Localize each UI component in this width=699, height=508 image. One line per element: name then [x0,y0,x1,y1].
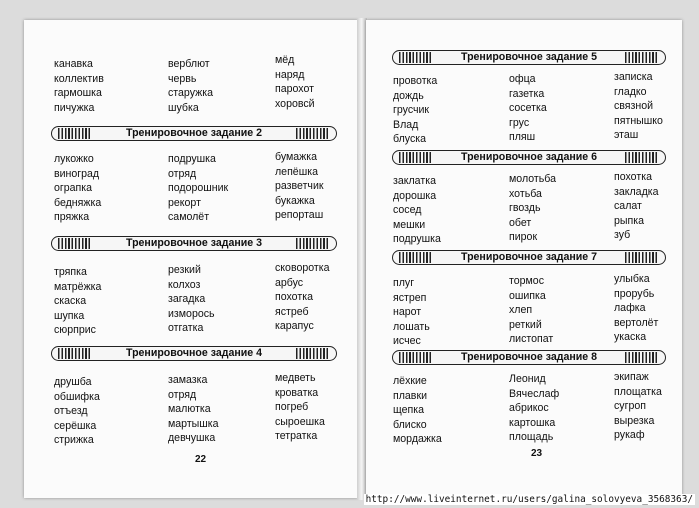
word: карапус [275,320,314,333]
task-6-title: Тренировочное задание 6 [458,151,600,163]
word: сугроп [614,400,646,413]
task-3-title: Тренировочное задание 3 [123,237,265,249]
word: виноград [54,167,100,180]
word: отряд [168,388,197,401]
word: рукаф [614,429,645,442]
word: сюрприс [54,324,96,337]
word: гармошка [54,87,102,100]
word: букажка [275,194,315,207]
word-grid-section-2 [54,152,355,225]
word: исчес [393,335,421,348]
word: нарот [393,306,422,319]
task-8-title-bar [392,350,666,365]
word: рекорт [168,196,201,209]
word-column [614,70,694,147]
word-column [614,370,694,447]
word: газетка [509,87,545,100]
task-4-title-bar [51,346,337,361]
word: зуб [614,229,631,242]
word-grid-section-4 [54,372,355,448]
word: провотка [393,75,438,87]
word: закладка [614,185,659,198]
word: мёд [275,54,295,66]
task-8-title: Тренировочное задание 8 [458,351,600,363]
word: гвоздь [509,202,541,215]
word: вертолёт [614,316,659,329]
word-grid-section-6 [393,171,694,247]
word: мартышка [168,417,219,430]
word: блиско [393,418,427,431]
word: коллектив [54,72,104,85]
task-7-title-bar [392,250,666,265]
word: Вячеслаф [509,387,560,400]
word: малютка [168,403,211,416]
task-3-title-bar [51,236,337,251]
task-5-title-bar [392,50,666,65]
word: мордажка [393,433,442,446]
word: картошка [509,416,556,429]
word-column [54,265,164,338]
word: резкий [168,264,201,276]
word-column [393,174,505,247]
word-column [275,150,355,225]
word: дорошка [393,189,437,202]
word: абрикос [509,402,549,415]
word: заклатка [393,175,436,187]
word: площатка [614,385,662,398]
word: скаска [54,295,87,308]
word: друшба [54,376,92,388]
word-grid-section-5 [393,71,694,147]
word: сосетка [509,102,547,115]
word-grid-section-3 [54,262,355,338]
word: листопат [509,333,554,346]
word: тетратка [275,430,318,443]
word-column [54,375,164,448]
word: гладко [614,85,647,98]
word: похотка [275,291,313,304]
word: реткий [509,318,542,331]
word-grid-section-7 [393,273,694,349]
word: арбус [275,276,304,289]
word: червь [168,72,197,85]
page-number: 23 [531,448,543,459]
word: дождь [393,89,424,102]
word: погреб [275,401,309,414]
word-column [509,274,610,349]
word-column [393,276,505,349]
word: молотьба [509,173,556,185]
word: старужка [168,87,213,100]
word: бедняжка [54,196,102,209]
word: обшифка [54,390,100,403]
word: парохот [275,83,314,96]
word: кроватка [275,386,319,399]
word: пряжка [54,211,90,224]
task-5-title: Тренировочное задание 5 [458,51,600,63]
word-column [393,74,505,147]
word: обет [509,216,532,229]
word: пятнышко [614,114,663,127]
word: подрушка [393,233,441,246]
word: шубка [168,101,199,114]
page-number: 22 [195,454,207,465]
word: мешки [393,218,426,231]
word-column [275,261,355,338]
word-column [168,263,271,338]
word: отгатка [168,322,204,335]
word-column [509,372,610,447]
word-column [275,371,355,448]
word: хоровсй [275,97,315,110]
word: хотьба [509,187,542,200]
word: рыпка [614,214,645,227]
word: медветь [275,372,316,384]
word: площадь [509,431,554,444]
word: лошать [393,320,430,333]
word: Леонид [509,373,546,385]
word: тормос [509,275,544,287]
word: записка [614,71,653,83]
word: самолёт [168,211,210,224]
source-url-watermark: http://www.liveinternet.ru/users/galina_solovyeva_3568363/ [365,494,693,505]
word: подорошник [168,182,229,195]
word: плавки [393,389,427,402]
task-4-title: Тренировочное задание 4 [123,347,265,359]
right-page [366,20,682,498]
word: разветчик [275,180,324,193]
task-6-title-bar [392,150,666,165]
word-column [509,172,610,247]
word: стрижка [54,434,94,447]
word: ограпка [54,182,93,195]
word-column [168,373,271,448]
word-column [509,72,610,147]
word: колхоз [168,278,201,291]
word: салат [614,200,642,213]
word: блуска [393,133,427,146]
word: плуг [393,277,415,289]
word: Влад [393,118,419,131]
word: сыроешка [275,415,325,428]
word: верблют [168,58,210,70]
word: ястреб [275,305,309,318]
word: изморось [168,307,215,320]
word: укаска [614,331,647,344]
word: репорташ [275,209,324,222]
word: хлеп [509,304,533,317]
word: лукожко [54,153,94,165]
word-grid-section-8 [393,371,694,447]
task-7-title: Тренировочное задание 7 [458,251,600,263]
word: отряд [168,167,197,180]
word-column [54,57,164,115]
word: экипаж [614,371,649,383]
word-column [168,57,271,115]
word: сосед [393,204,422,217]
word: лафка [614,302,646,315]
word-grid-section-1 [54,54,355,115]
word: тряпка [54,266,87,278]
word: вырезка [614,414,655,427]
word-column [168,152,271,225]
word: эташ [614,129,639,142]
word: улыбка [614,273,650,285]
word: офца [509,73,536,85]
task-2-title-bar [51,126,337,141]
left-page [24,20,358,498]
word: щепка [393,404,424,417]
word-column [275,53,355,115]
word: ошипка [509,289,546,302]
word: сковоротка [275,262,330,274]
word: пляш [509,131,536,144]
task-2-title: Тренировочное задание 2 [123,127,265,139]
word: девчушка [168,432,216,445]
word: бумажка [275,151,318,163]
word: пичужка [54,101,95,114]
word: ястреп [393,291,427,304]
word: подрушка [168,153,216,165]
word: похотка [614,171,652,183]
word: наряд [275,68,305,81]
word: замазка [168,374,208,386]
word: прорубь [614,287,655,300]
word: пирок [509,231,538,244]
word: связной [614,100,654,113]
word-column [614,272,694,349]
word: грус [509,116,530,129]
word: загадка [168,293,206,306]
word: отъезд [54,405,88,418]
word: лёхкие [393,375,427,387]
word-column [614,170,694,247]
word-column [393,374,505,447]
word: матрёжка [54,280,102,293]
word: лепёшка [275,165,318,178]
word: канавка [54,58,93,70]
word: грусчик [393,104,430,117]
word: шупка [54,309,85,322]
word-column [54,152,164,225]
word: серёшка [54,419,97,432]
